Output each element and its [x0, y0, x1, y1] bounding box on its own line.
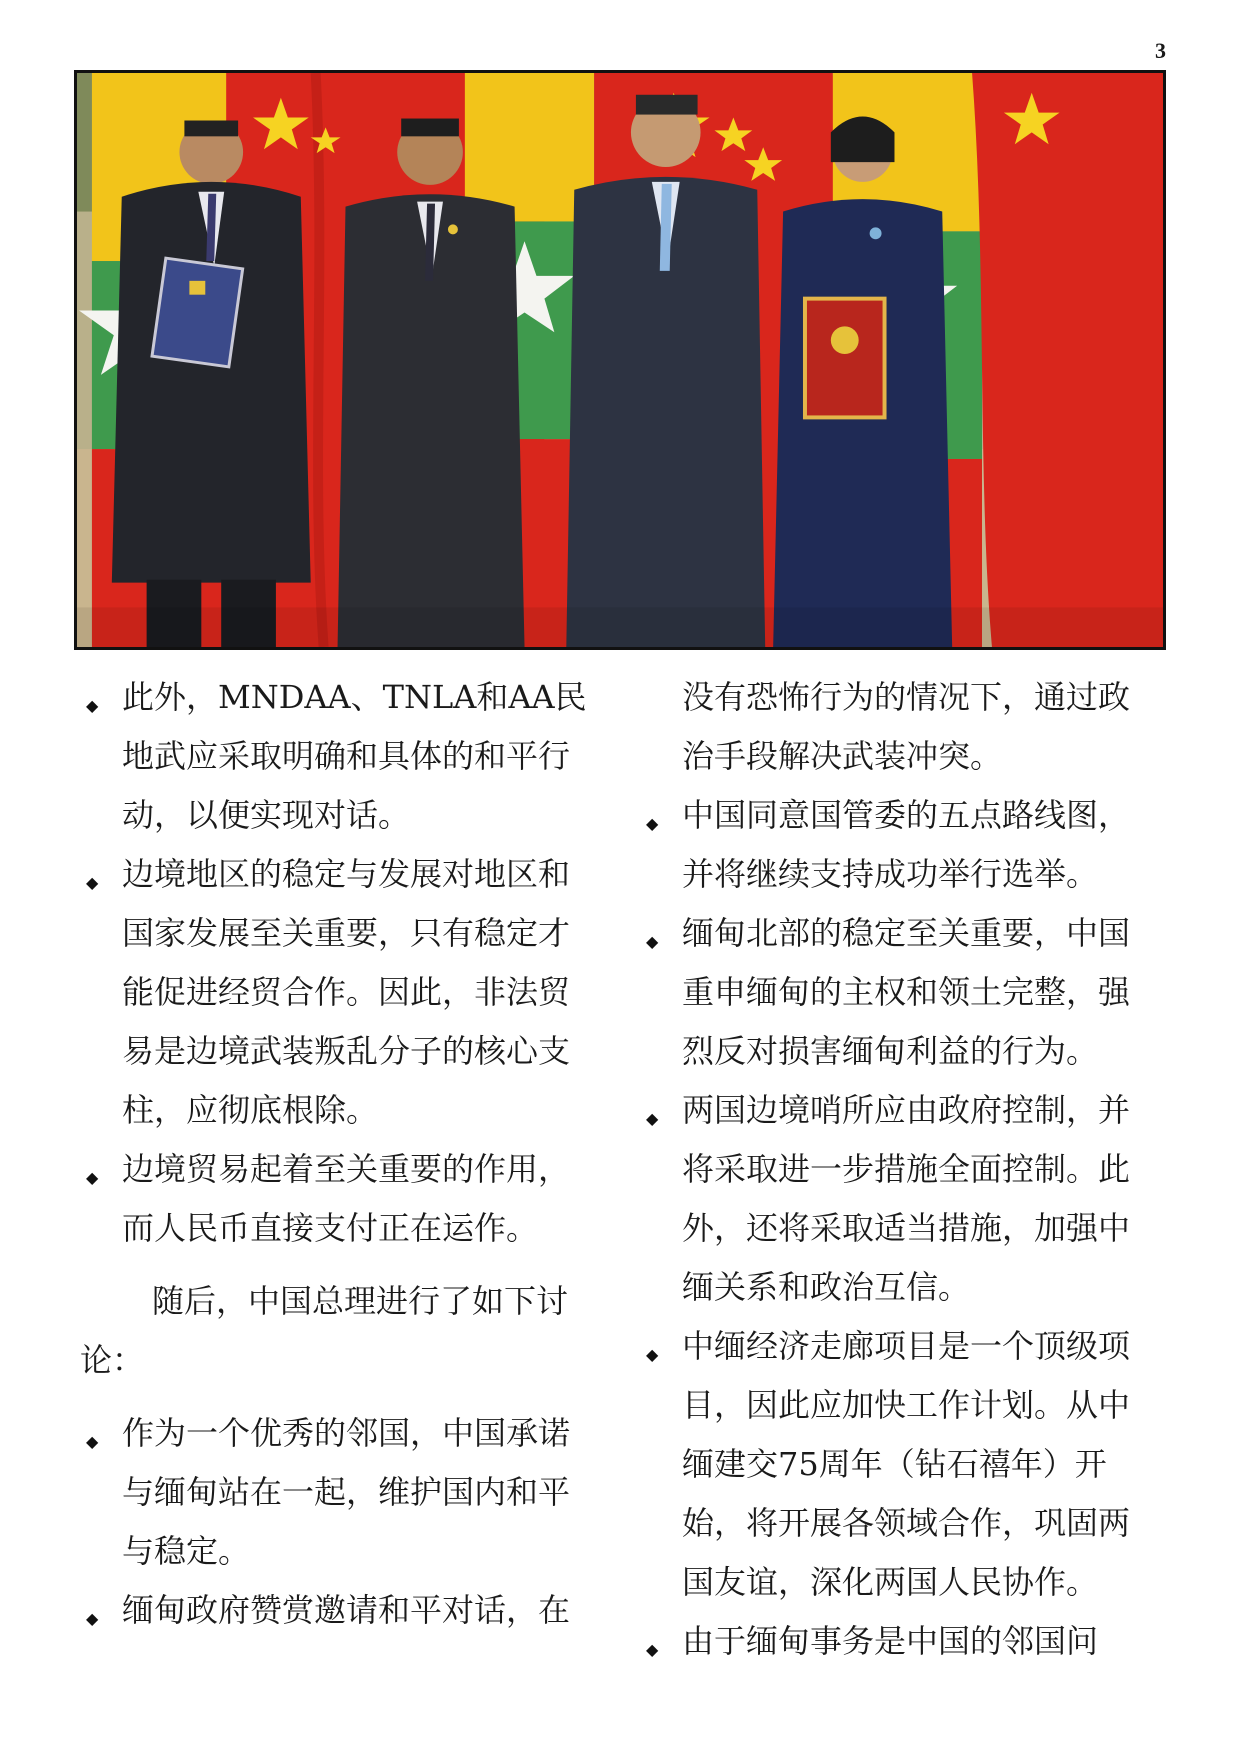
left-column: [80, 668, 600, 1640]
list-item-text: 边境地区的稳定与发展对地区和国家发展至关重要，只有稳定才能促进经贸合作。因此，非法贸易是边境武装叛乱分子的核心支柱，应彻底根除。: [122, 855, 571, 1129]
page-number: 3: [1155, 38, 1166, 63]
list-item: [640, 904, 1160, 1081]
list-item: [80, 1404, 600, 1581]
bullet-diamond-icon: ◆: [646, 1109, 659, 1128]
list-item-text: 此外，MNDAA、TNLA和AA民地武应采取明确和具体的和平行动，以便实现对话。: [122, 678, 587, 834]
person-1: [112, 121, 311, 647]
list-item-text: 边境贸易起着至关重要的作用，而人民币直接支付正在运作。: [122, 1150, 571, 1247]
list-item: [80, 1140, 600, 1258]
right-column: [640, 668, 1160, 1671]
list-item: [640, 786, 1160, 904]
list-item-text: 中国同意国管委的五点路线图，并将继续支持成功举行选举。: [682, 796, 1131, 893]
list-item: [80, 668, 600, 845]
list-item: [640, 1317, 1160, 1612]
bullet-diamond-icon: ◆: [86, 696, 99, 715]
continued-text: 没有恐怖行为的情况下，通过政治手段解决武装冲突。: [682, 678, 1131, 775]
list-item-text: 中缅经济走廊项目是一个顶级项目，因此应加快工作计划。从中缅建交75周年（钻石禧年）开始，将开展各领域合作，巩固两国友谊，深化两国人民协作。: [682, 1327, 1131, 1601]
bullet-diamond-icon: ◆: [86, 1609, 99, 1628]
list-item-text: 缅甸北部的稳定至关重要，中国重申缅甸的主权和领土完整，强烈反对损害缅甸利益的行为。: [682, 914, 1131, 1070]
bullet-diamond-icon: ◆: [86, 873, 99, 892]
list-item-text: 由于缅甸事务是中国的邻国问: [682, 1622, 1099, 1660]
list-item-text: 缅甸政府赞赏邀请和平对话，在: [122, 1591, 571, 1629]
bullet-diamond-icon: ◆: [646, 932, 659, 951]
list-item-text: 两国边境哨所应由政府控制，并将采取进一步措施全面控制。此外，还将采取适当措施，加强中缅关系和政治互信。: [682, 1091, 1131, 1306]
list-item: [80, 1581, 600, 1640]
signing-ceremony-photo: [74, 70, 1166, 650]
body-paragraph: 随后，中国总理进行了如下讨论：: [80, 1282, 569, 1379]
bullet-diamond-icon: ◆: [86, 1168, 99, 1187]
list-item-text: 作为一个优秀的邻国，中国承诺与缅甸站在一起，维护国内和平与稳定。: [122, 1414, 571, 1570]
bullet-diamond-icon: ◆: [646, 814, 659, 833]
list-item: [80, 845, 600, 1140]
china-flag-3: [972, 73, 1163, 647]
bullet-diamond-icon: ◆: [86, 1432, 99, 1451]
photo-illustration: [77, 73, 1163, 647]
list-item: [640, 1612, 1160, 1671]
bullet-diamond-icon: ◆: [646, 1345, 659, 1364]
bullet-diamond-icon: ◆: [646, 1640, 659, 1659]
list-item: [640, 1081, 1160, 1317]
